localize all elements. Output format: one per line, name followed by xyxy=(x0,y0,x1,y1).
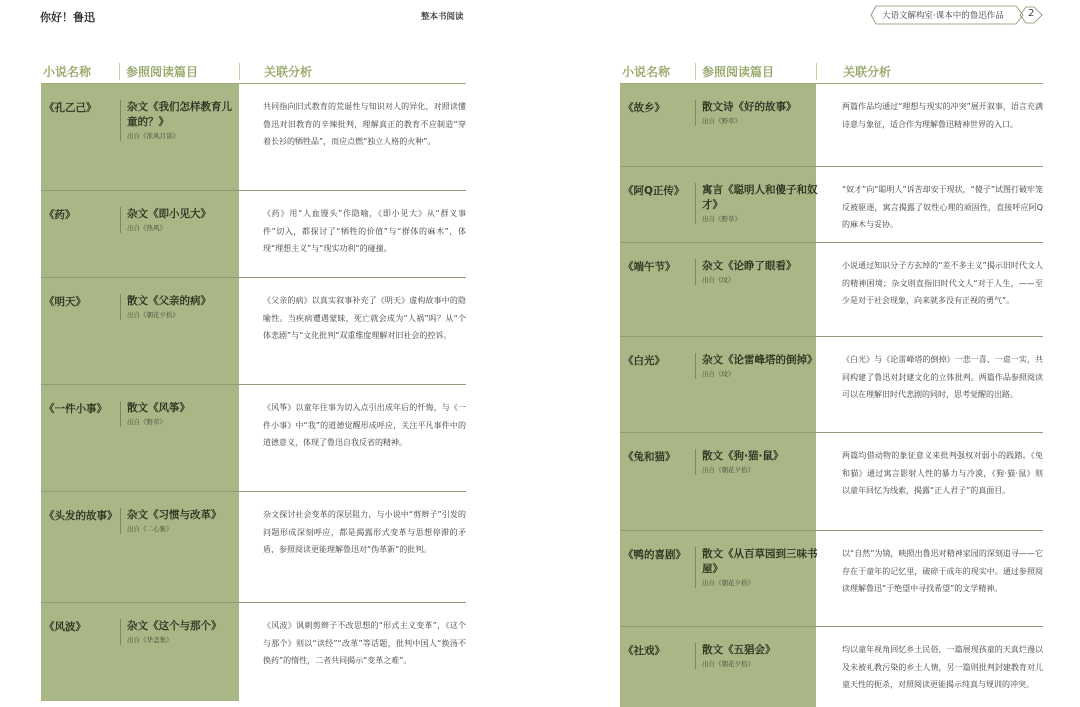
reference-title: 散文《风筝》 xyxy=(127,402,190,414)
reference-source: 出自《二心集》 xyxy=(127,525,173,533)
table-row xyxy=(620,84,1043,167)
column-header-analysis: 关联分析 xyxy=(816,63,891,80)
table-row xyxy=(41,385,466,492)
table-header xyxy=(620,59,1043,84)
analysis-text: 共同指向旧式教育的荒诞性与知识对人的异化，对照读懂鲁迅对旧教育的辛辣批判，理解真正的教育不应制造“穿着长衫的牺牲品”，而应点燃“独立人格的火种”。 xyxy=(263,102,466,146)
table-row xyxy=(620,167,1043,243)
column-header-reference: 参照阅读篇目 xyxy=(119,63,198,80)
reference-cell xyxy=(120,619,239,645)
table-row xyxy=(41,278,466,385)
reference-title: 寓言《聪明人和傻子和奴才》 xyxy=(702,184,818,211)
novel-name: 《头发的故事》 xyxy=(44,510,118,522)
reference-source: 出自《华盖集》 xyxy=(127,636,173,644)
column-header-name: 小说名称 xyxy=(43,65,92,79)
novel-name: 《风波》 xyxy=(44,621,86,633)
reference-cell xyxy=(695,100,818,126)
reference-source: 出自《坟》 xyxy=(702,276,735,284)
reference-cell xyxy=(120,294,239,320)
reference-source: 出自《朝花夕拾》 xyxy=(702,466,754,474)
reference-cell xyxy=(695,353,818,379)
table-row xyxy=(620,243,1043,337)
novel-name: 《一件小事》 xyxy=(44,403,107,415)
analysis-text: 《药》用“人血馒头”作隐喻，《即小见大》从“群义事件”切入，都探讨了“牺牲的价值”与“群体的麻木”，体现“理想主义”与“现实功利”的碰撞。 xyxy=(263,209,466,253)
novel-name: 《鸭的喜剧》 xyxy=(623,549,686,561)
header-badge xyxy=(870,5,1045,25)
table-row xyxy=(41,603,466,701)
reference-title: 散文《狗·猫·鼠》 xyxy=(702,450,784,462)
section-title: 整本书阅读 xyxy=(421,12,464,22)
reference-source: 出自《热风》 xyxy=(127,224,166,232)
reference-cell xyxy=(120,207,239,233)
analysis-text: 小说通过知识分子方玄绰的“差不多主义”揭示旧时代文人的精神困境；杂文则直指旧时代文人“对于人生，——至少是对于社会现象，向来就多没有正视的勇气”。 xyxy=(842,261,1043,305)
novel-name: 《药》 xyxy=(44,209,76,221)
table-row xyxy=(620,337,1043,433)
column-header-analysis: 关联分析 xyxy=(239,63,312,80)
analysis-text: 《白光》与《论雷峰塔的倒掉》一悲一喜、一虐一实，共同构建了鲁迅对封建文化的立体批判。两篇作品参照阅读可以在理解旧时代悲剧的同时，思考觉醒的出路。 xyxy=(842,355,1043,399)
novel-name: 《故乡》 xyxy=(623,102,665,114)
reference-source: 出自《朝花夕拾》 xyxy=(127,311,179,319)
reference-title: 杂文《这个与那个》 xyxy=(127,620,222,632)
analysis-text: 两篇作品均通过“理想与现实的冲突”展开叙事，语言充满诗意与象征，适合作为理解鲁迅精神世界的入口。 xyxy=(842,102,1043,129)
table-row xyxy=(620,531,1043,627)
book-title: 你好！鲁迅 xyxy=(40,11,95,24)
reference-source: 出自《朝花夕拾》 xyxy=(702,660,754,668)
table-row xyxy=(620,627,1043,707)
reference-cell xyxy=(120,401,239,427)
novel-name: 《兔和猫》 xyxy=(623,451,676,463)
reference-title: 散文《五猖会》 xyxy=(702,644,776,656)
reference-cell xyxy=(120,100,239,141)
reference-cell xyxy=(695,259,818,285)
novel-name: 《白光》 xyxy=(623,355,665,367)
column-header-name: 小说名称 xyxy=(622,65,671,79)
table-header xyxy=(41,59,466,84)
analysis-text: 均以童年视角回忆乡土民俗，一篇展现孩童的天真烂漫以及未被礼教污染的乡土人情，另一篇则批判封建教育对儿童天性的扼杀，对照阅读更能揭示纯真与规训的冲突。 xyxy=(842,645,1043,689)
reference-title: 杂文《论睁了眼看》 xyxy=(702,260,797,272)
reference-title: 杂文《即小见大》 xyxy=(127,208,211,220)
reference-source: 出自《野草》 xyxy=(702,215,741,223)
page-number: 2 xyxy=(1028,8,1035,19)
reference-source: 出自《野草》 xyxy=(702,117,741,125)
analysis-text: 两篇均借动物的象征意义来批判强权对弱小的践踏。《兔和猫》通过寓言影射人性的暴力与冷漠，《狗·猫·鼠》则以童年回忆为线索，揭露“正人君子”的真面目。 xyxy=(842,451,1043,495)
novel-name: 《端午节》 xyxy=(623,261,676,273)
analysis-text: 以“自然”为镜，映照出鲁迅对精神家园的深刻追寻——它存在于童年的记忆里，破碎于成年的现实中。通过参照阅读理解鲁迅“于绝望中寻找希望”的文学精神。 xyxy=(842,549,1043,593)
table-row xyxy=(41,191,466,278)
reference-title: 杂文《我们怎样教育儿童的？》 xyxy=(127,101,232,128)
reference-cell xyxy=(695,183,818,224)
reference-cell xyxy=(695,547,818,588)
analysis-text: “奴才”向“聪明人”诉苦却安于现状，“傻子”试图打破牢笼反被驱逐，寓言揭露了奴性心理的顽固性，直接呼应阿Q的麻木与妥协。 xyxy=(842,185,1043,229)
novel-name: 《社戏》 xyxy=(623,645,665,657)
analysis-text: 《风波》讽刺剪辫子不改思想的“形式主义变革”，《这个与那个》则以“读经”“改革”等话题，批判中国人“换汤不换药”的惰性，二者共同揭示“变革之难”。 xyxy=(263,621,466,665)
table-row xyxy=(41,492,466,603)
analysis-text: 《风筝》以童年往事为切入点引出成年后的忏悔，与《一件小事》中“我”的道德觉醒形成呼应，关注平凡事件中的道德意义，体现了鲁迅自我反省的精神。 xyxy=(263,403,466,447)
reference-cell xyxy=(120,508,239,534)
comparison-table-right xyxy=(620,59,1043,707)
reference-source: 出自《准风月谈》 xyxy=(127,132,179,140)
table-row xyxy=(620,433,1043,531)
reference-cell xyxy=(695,449,818,475)
reference-title: 杂文《习惯与改革》 xyxy=(127,509,222,521)
column-header-reference: 参照阅读篇目 xyxy=(695,63,774,80)
reference-cell xyxy=(695,643,818,669)
reference-source: 出自《坟》 xyxy=(702,370,735,378)
badge-label: 大语文解构室·课本中的鲁迅作品 xyxy=(882,11,1004,21)
reference-title: 散文《父亲的病》 xyxy=(127,295,211,307)
reference-title: 散文《从百草园到三味书屋》 xyxy=(702,548,818,575)
reference-source: 出自《朝花夕拾》 xyxy=(702,579,754,587)
reference-title: 杂文《论雷峰塔的倒掉》 xyxy=(702,354,818,366)
novel-name: 《孔乙己》 xyxy=(44,102,97,114)
reference-source: 出自《野草》 xyxy=(127,418,166,426)
analysis-text: 《父亲的病》以真实叙事补充了《明天》虚构故事中的隐喻性。当疾病遭遇蒙昧，死亡就会成为“人祸”吗？从“个体悲剧”与“文化批判”双重维度理解对旧社会的控诉。 xyxy=(263,296,466,340)
comparison-table-left xyxy=(41,59,466,701)
novel-name: 《阿Q正传》 xyxy=(623,185,685,197)
table-row xyxy=(41,84,466,191)
reference-title: 散文诗《好的故事》 xyxy=(702,101,797,113)
analysis-text: 杂文探讨社会变革的深层阻力，与小说中“剪辫子”引发的问题形成深刻呼应，都是揭露形式变革与思想停滞的矛盾，参照阅读更能理解鲁迅对“伪革新”的批判。 xyxy=(263,510,466,554)
novel-name: 《明天》 xyxy=(44,296,86,308)
